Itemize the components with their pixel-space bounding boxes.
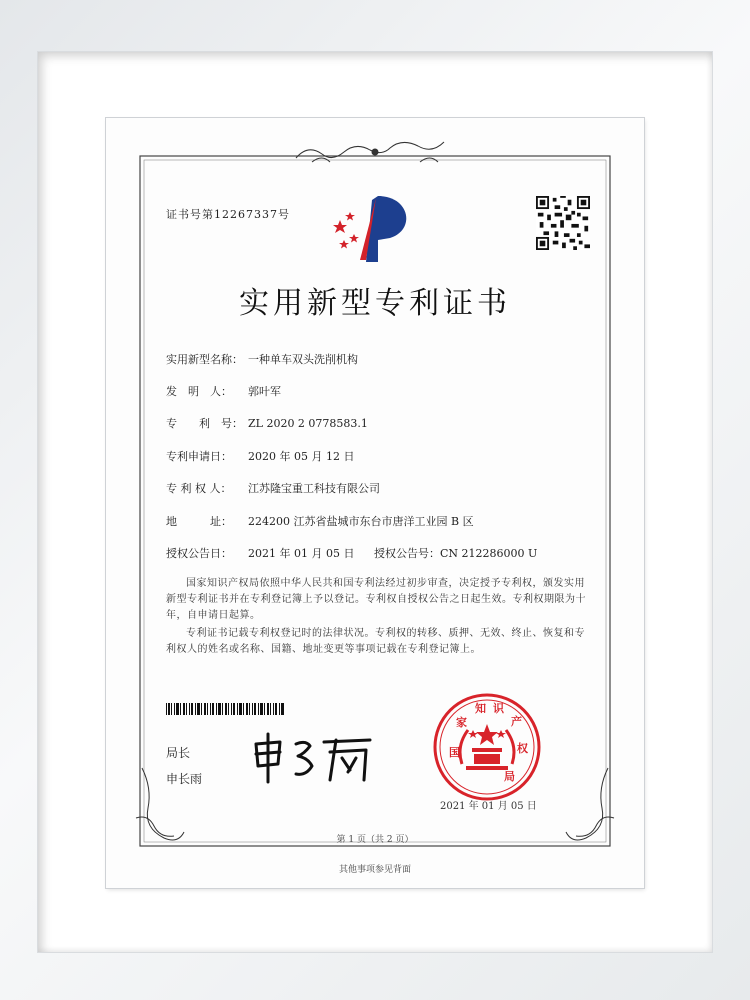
barcode-icon bbox=[166, 703, 284, 715]
svg-text:识: 识 bbox=[493, 702, 504, 715]
certificate-title: 实用新型专利证书 bbox=[239, 286, 511, 321]
utility-model-name-value: 一种单车双头洗削机构 bbox=[248, 353, 358, 366]
page-number: 第 1 页（共 2 页） bbox=[336, 835, 414, 845]
legal-status-paragraph: 专利证书记载专利权登记时的法律状况。专利权的转移、质押、无效、终止、恢复和专利权人的姓名或名称、国籍、地址变更等事项记载在专利登记簿上。 bbox=[166, 628, 585, 655]
grant-announce-date-label: 授权公告日： bbox=[166, 547, 232, 560]
patentee-label: 专 利 权 人： bbox=[166, 482, 232, 495]
grant-announce-number-label: 授权公告号： bbox=[374, 547, 440, 560]
address-value: 224200 江苏省盐城市东台市唐洋工业园 B 区 bbox=[248, 515, 474, 528]
grant-paragraph: 国家知识产权局依照中华人民共和国专利法经过初步审查，决定授予专利权，颁发实用新型专利证书并在专利登记簿上予以登记。专利权自授权公告之日起生效。专利权期限为十年，自申请日起算。 bbox=[166, 578, 586, 621]
director-signature bbox=[250, 730, 380, 788]
inventor-label: 发 明 人： bbox=[166, 385, 232, 398]
utility-model-name-row bbox=[166, 351, 358, 367]
svg-text:知: 知 bbox=[475, 702, 486, 715]
svg-text:权: 权 bbox=[517, 742, 528, 755]
inventor-row bbox=[166, 383, 281, 399]
svg-text:产: 产 bbox=[511, 715, 522, 728]
director-name: 申长雨 bbox=[166, 772, 203, 786]
filing-date-value: 2020 年 05 月 12 日 bbox=[248, 450, 355, 463]
certificate-number: 证书号第12267337号 bbox=[166, 208, 290, 221]
patentee-row bbox=[166, 480, 380, 496]
footer-note: 其他事项参见背面 bbox=[338, 865, 411, 875]
patentee-value: 江苏隆宝重工科技有限公司 bbox=[248, 482, 380, 495]
cnipa-logo-icon bbox=[320, 190, 430, 270]
filing-date-row bbox=[166, 448, 354, 464]
director-title: 局长 bbox=[166, 746, 191, 760]
grant-announce-date-value: 2021 年 01 月 05 日 bbox=[248, 547, 355, 560]
certificate-paper bbox=[106, 118, 644, 888]
patent-number-row bbox=[166, 415, 368, 431]
official-seal-icon bbox=[432, 692, 542, 802]
filing-date-label: 专利申请日： bbox=[166, 450, 232, 463]
utility-model-name-label: 实用新型名称： bbox=[166, 353, 243, 366]
grant-announce-number-value: CN 212286000 U bbox=[440, 547, 538, 560]
inventor-value: 郭叶军 bbox=[248, 385, 281, 398]
address-row bbox=[166, 513, 474, 529]
grant-announce-date-row bbox=[166, 545, 354, 561]
patent-number-value: ZL 2020 2 0778583.1 bbox=[248, 417, 368, 430]
svg-text:国: 国 bbox=[449, 746, 460, 759]
svg-text:家: 家 bbox=[456, 716, 467, 729]
patent-number-label: 专 利 号： bbox=[166, 417, 243, 430]
qr-code-icon bbox=[536, 196, 590, 250]
svg-text:局: 局 bbox=[504, 770, 515, 783]
seal-date: 2021 年 01 月 05 日 bbox=[440, 801, 537, 812]
address-label: 地 址： bbox=[166, 515, 232, 528]
grant-announce-number-row bbox=[374, 545, 537, 561]
